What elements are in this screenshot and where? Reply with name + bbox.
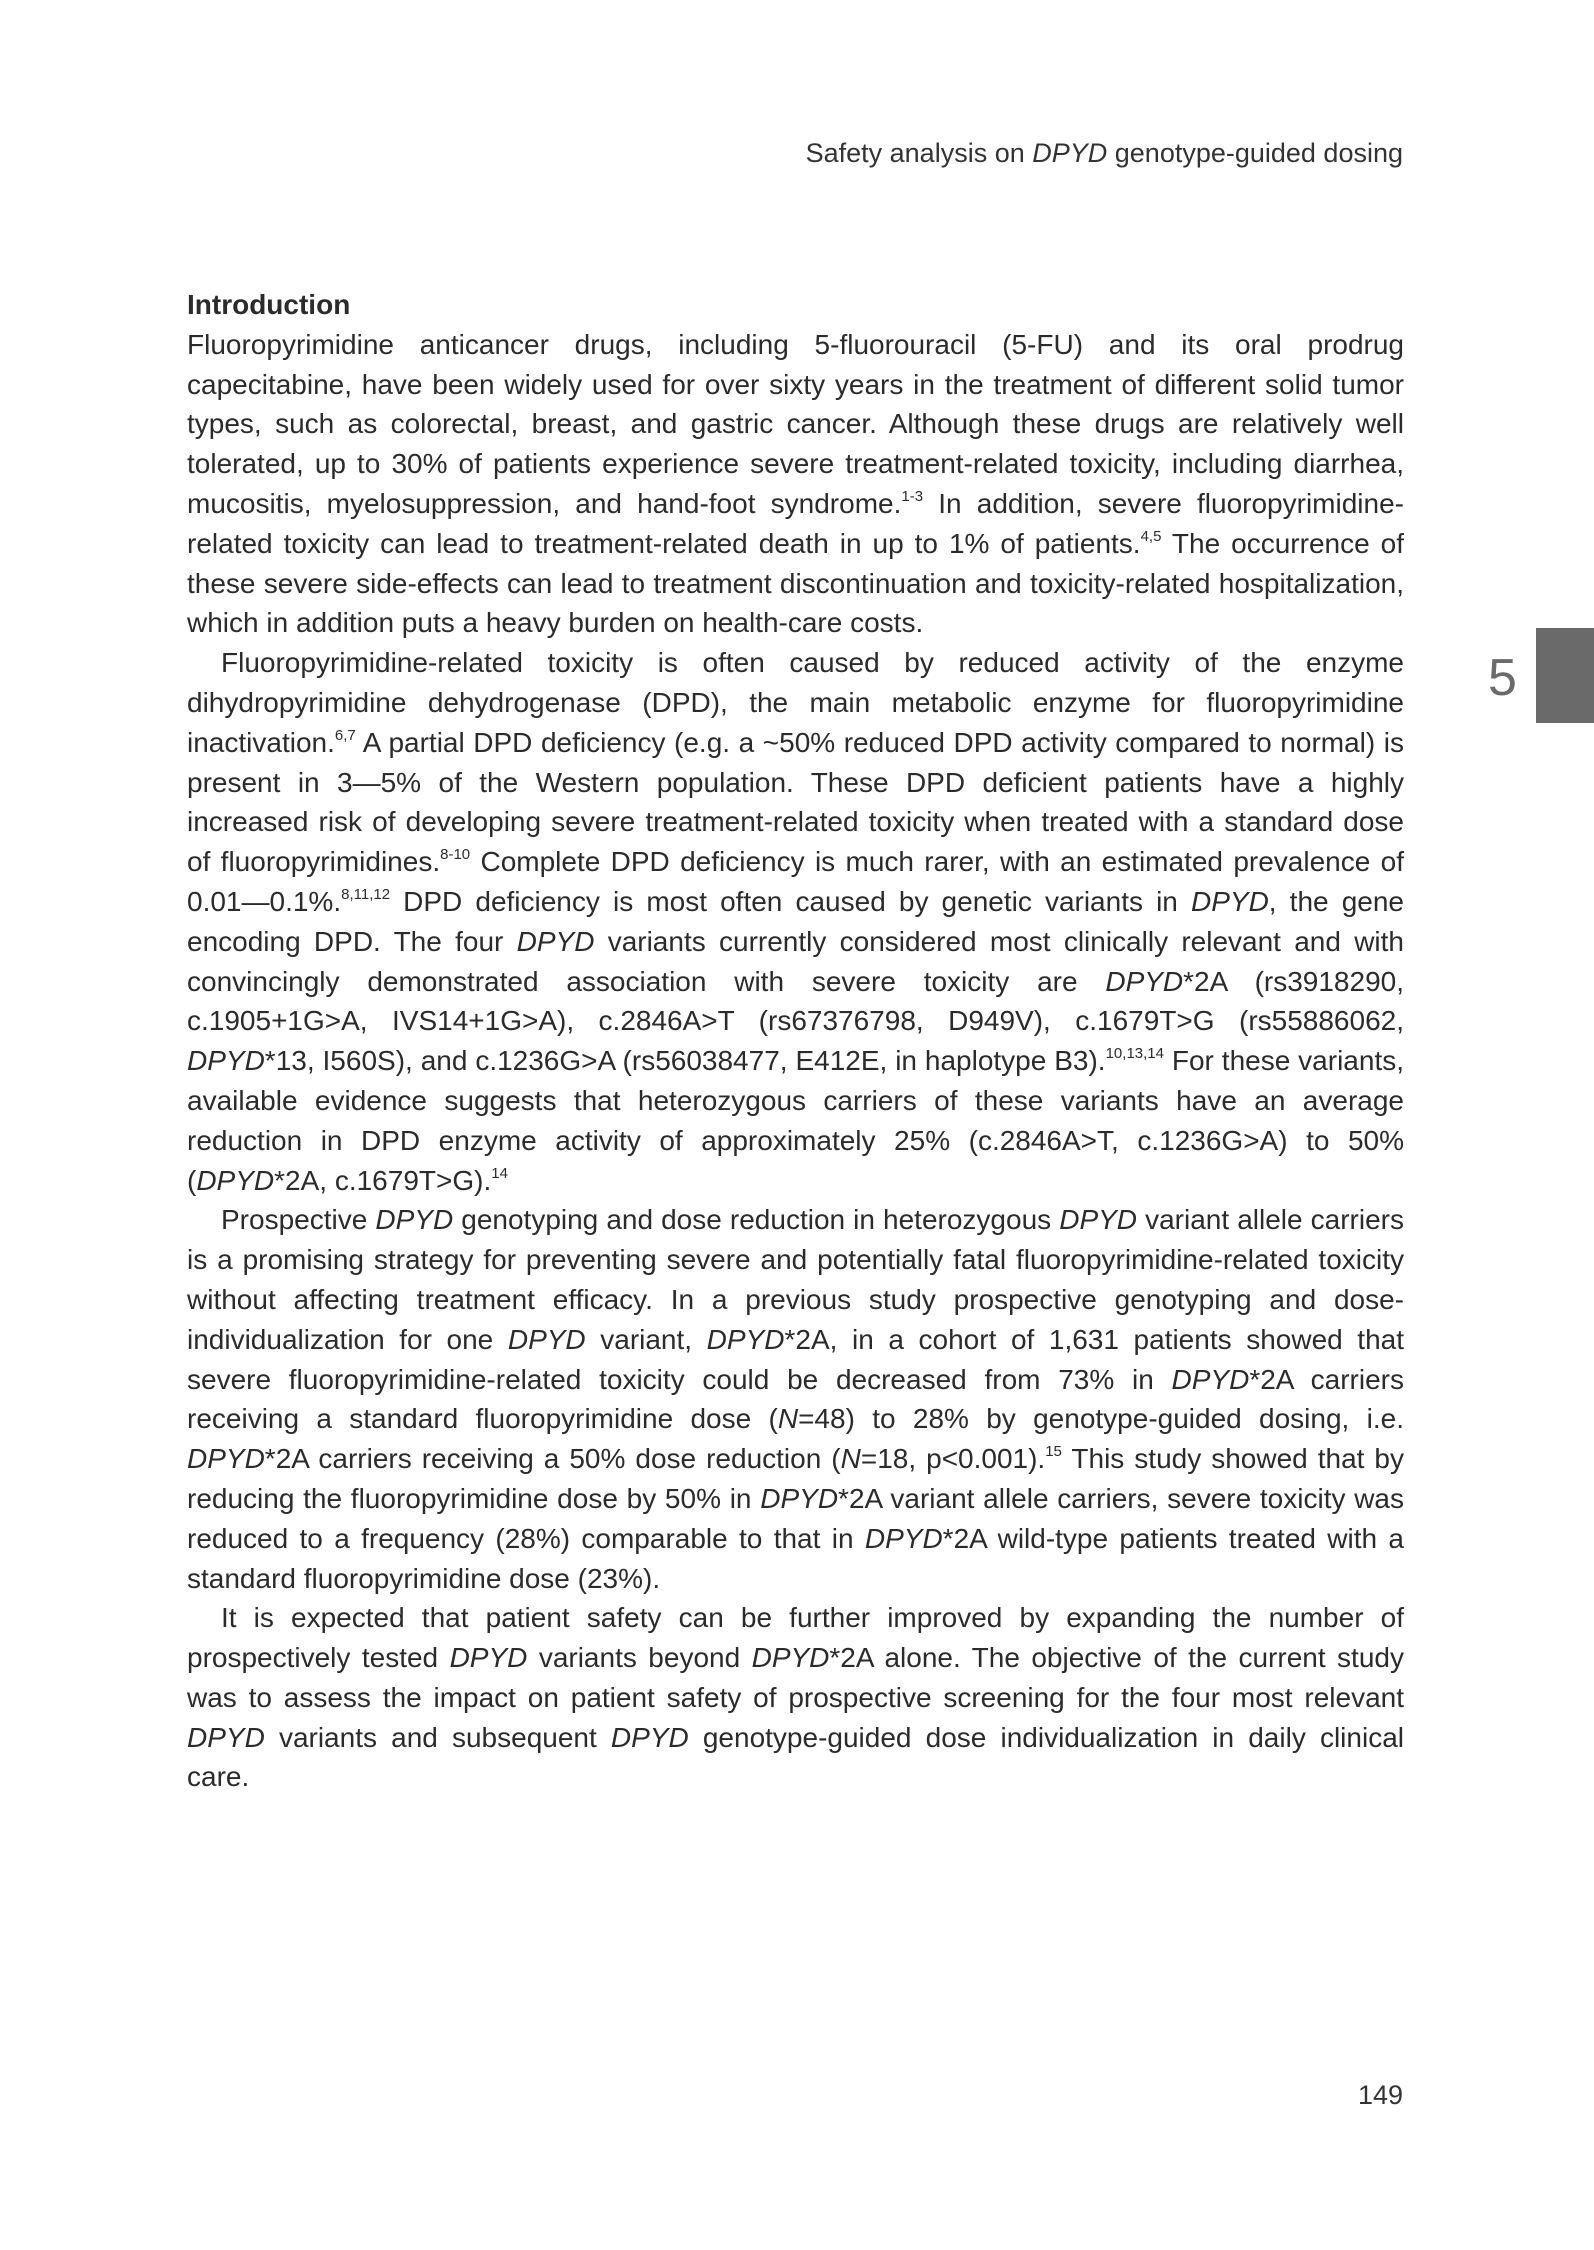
p4-text: genotype-guided dose individualization in daily clinical care.	[187, 1721, 1404, 1793]
p2-text: variants currently considered most clinically relevant and with convincingly demonstrated association with severe toxicity are	[187, 925, 1404, 997]
p3-text: *2A, in a cohort of 1,631 patients showed that severe fluoropyrimidine-related toxicity could be decreased from 73% in	[187, 1323, 1405, 1395]
citation: 10,13,14	[1105, 1045, 1164, 1063]
gene-name: DPYD	[187, 1443, 265, 1475]
gene-name: DPYD	[864, 1522, 943, 1554]
chapter-number: 5	[1488, 649, 1517, 707]
citation: 4,5	[1140, 527, 1162, 545]
gene-name: DPYD	[1171, 1363, 1250, 1395]
p2-text: Complete DPD deficiency is much rarer, with an estimated prevalence of 0.01—0.1%.	[187, 846, 1404, 917]
p2-text: , the gene encoding DPD. The four	[187, 885, 1404, 957]
gene-name: DPYD	[610, 1721, 689, 1753]
p3-text: variant,	[585, 1323, 707, 1355]
paragraph-3	[187, 1200, 1404, 1598]
running-header	[806, 138, 1403, 169]
header-gene: DPYD	[1032, 138, 1108, 168]
article-body	[187, 285, 1404, 1797]
p2-text: *2A (rs3918290, c.1905+1G>A, IVS14+1G>A), c.2846A>T (rs67376798, D949V), c.1679T>G (rs55886062,	[187, 965, 1404, 1037]
p1-text: In addition, severe fluoropyrimidine-related toxicity can lead to treatment-related death in up to 1% of patients.	[187, 487, 1404, 559]
p4-text: *2A alone. The objective of the current study was to assess the impact on patient safety of prospective screening for the four most relevant	[187, 1642, 1404, 1713]
gene-name: DPYD	[760, 1482, 839, 1514]
p3-text: *2A variant allele carriers, severe toxicity was reduced to a frequency (28%) comparable to that in	[187, 1482, 1404, 1554]
p4-text: variants beyond	[527, 1642, 752, 1674]
p3-text: =18, p<0.001).	[860, 1443, 1046, 1475]
gene-name: DPYD	[375, 1204, 454, 1236]
paragraph-1	[187, 325, 1404, 643]
chapter-tab-marker	[1536, 628, 1594, 723]
gene-name: DPYD	[516, 925, 595, 957]
p2-text: Fluoropyrimidine-related toxicity is often caused by reduced activity of the enzyme dihydropyrimidine dehydrogenase (DPD), the main metabolic enzyme for fluoropyrimidine inactivation.	[187, 647, 1404, 758]
p3-text: *2A carriers receiving a standard fluoropyrimidine dose (	[187, 1363, 1404, 1435]
p2-text: For these variants, available evidence suggests that heterozygous carriers of these variants have an average reduction in DPD enzyme activity of approximately 25% (c.2846A>T, c.1236G>A) to 50% (	[187, 1045, 1405, 1196]
gene-name: DPYD	[751, 1642, 830, 1674]
p2-text: A partial DPD deficiency (e.g. a ~50% reduced DPD activity compared to normal) is present in 3—5% of the Western population. These DPD deficient patients have a highly increased risk of developing severe treatment-related toxicity when treated with a standard dose of fluoropyrimidines.	[187, 726, 1404, 878]
p3-text: genotyping and dose reduction in heterozygous	[453, 1204, 1060, 1236]
gene-name: DPYD	[187, 1045, 265, 1077]
gene-name: DPYD	[187, 1721, 265, 1753]
p3-text: *2A wild-type patients treated with a standard fluoropyrimidine dose (23%).	[187, 1522, 1404, 1594]
paragraph-4	[187, 1598, 1404, 1797]
p1-text: Fluoropyrimidine anticancer drugs, including 5-fluorouracil (5-FU) and its oral prodrug capecitabine, have been widely used for over sixty years in the treatment of different solid tumor types, such as colorectal, breast, and gastric cancer. Although these drugs are relatively well tolerated, up to 30% of patients experience severe treatment-related toxicity, including diarrhea, mucositis, myelosuppression, and hand-foot syndrome.	[187, 328, 1404, 519]
p3-text: =48) to 28% by genotype-guided dosing, i.e.	[798, 1403, 1404, 1435]
citation: 14	[491, 1164, 508, 1182]
sample-size-symbol: N	[777, 1403, 799, 1435]
p2-text: *2A, c.1679T>G).	[274, 1164, 492, 1196]
header-suffix: genotype-guided dosing	[1107, 138, 1403, 168]
citation: 8-10	[440, 846, 471, 864]
gene-name: DPYD	[507, 1323, 586, 1355]
page-number: 149	[1357, 2080, 1403, 2110]
gene-name: DPYD	[1059, 1204, 1138, 1236]
citation: 1-3	[901, 487, 924, 505]
p4-text: variants and subsequent	[264, 1721, 611, 1753]
gene-name: DPYD	[1105, 965, 1184, 997]
paragraph-2	[187, 643, 1404, 1200]
gene-name: DPYD	[706, 1323, 785, 1355]
section-heading: Introduction	[187, 289, 351, 320]
gene-name: DPYD	[196, 1164, 275, 1196]
p2-text: *13, I560S), and c.1236G>A (rs56038477, E412E, in haplotype B3).	[264, 1045, 1106, 1077]
p1-text: The occurrence of these severe side-effects can lead to treatment discontinuation and toxicity-related hospitalization, which in addition puts a heavy burden on health-care costs.	[187, 527, 1404, 639]
p2-text: DPD deficiency is most often caused by genetic variants in	[390, 885, 1191, 917]
p4-text: It is expected that patient safety can be further improved by expanding the number of prospectively tested	[187, 1602, 1404, 1674]
p3-text: This study showed that by reducing the fluoropyrimidine dose by 50% in	[187, 1443, 1404, 1514]
p3-text: variant allele carriers is a promising strategy for preventing severe and potentially fatal fluoropyrimidine-related toxicity without affecting treatment efficacy. In a previous study prospective genotyping and dose-individualization for one	[187, 1204, 1404, 1355]
citation: 6,7	[334, 726, 356, 744]
header-prefix: Safety analysis on	[805, 138, 1033, 168]
gene-name: DPYD	[1191, 885, 1269, 917]
p3-text: Prospective	[221, 1204, 376, 1236]
gene-name: DPYD	[449, 1642, 528, 1674]
sample-size-symbol: N	[840, 1443, 861, 1475]
citation: 15	[1045, 1443, 1062, 1461]
citation: 8,11,12	[341, 885, 391, 903]
p3-text: *2A carriers receiving a 50% dose reduction (	[264, 1443, 841, 1475]
